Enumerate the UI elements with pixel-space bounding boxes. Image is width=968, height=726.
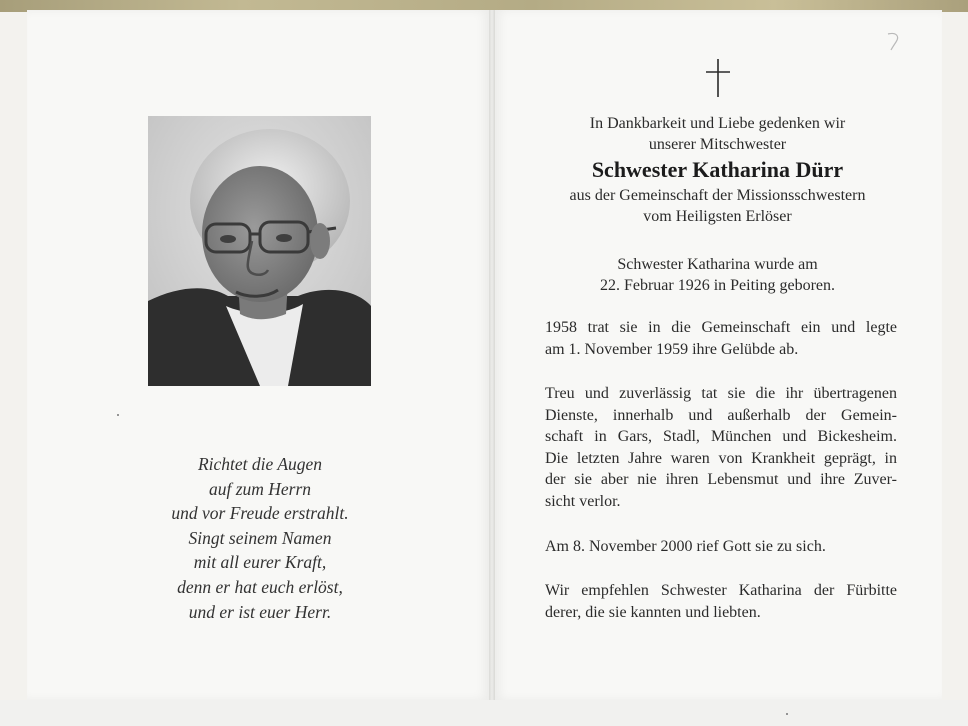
card-fold — [489, 10, 495, 700]
service-paragraph — [545, 383, 897, 513]
paragraph-line: am 1. November 1959 ihre Gelübde ab. — [545, 340, 799, 358]
community-line: aus der Gemeinschaft der Missionsschwestern — [569, 187, 866, 204]
portrait-photo-graphic — [148, 116, 371, 386]
poem-line: denn er hat euch erlöst, — [177, 576, 343, 597]
vows-paragraph — [545, 317, 897, 360]
closing-paragraph — [545, 580, 897, 623]
poem-line: und vor Freude erstrahlt. — [171, 503, 349, 524]
poem-line: mit all eurer Kraft, — [193, 552, 327, 573]
poem-line: Richtet die Augen — [197, 454, 323, 474]
poem — [135, 452, 385, 624]
cross-icon — [703, 57, 733, 99]
bottom-margin — [0, 700, 968, 726]
paragraph-line: derer, die sie kannten und liebten. — [545, 603, 761, 621]
paragraph-line: 1958 trat sie in die Gemeinschaft ein und legte — [545, 319, 897, 336]
intro-line: unserer Mitschwester — [648, 136, 787, 153]
birth-line: 22. Februar 1926 in Peiting geboren. — [599, 277, 836, 294]
paragraph-line: sicht verlor. — [545, 492, 621, 510]
birth-line: Schwester Katharina wurde am — [617, 256, 818, 273]
paragraph-line: Dienste, innerhalb und außerhalb der Gemein- — [545, 406, 897, 424]
paragraph-line: Am 8. November 2000 rief Gott sie zu sich. — [545, 538, 826, 555]
paragraph-line: Wir empfehlen Schwester Katharina der Fürbitte — [545, 582, 897, 599]
paper-speck — [786, 713, 788, 715]
pencil-mark — [884, 30, 902, 52]
poem-line: Singt seinem Namen — [188, 527, 332, 548]
birth-statement — [540, 254, 895, 296]
intro-line: In Dankbarkeit und Liebe gedenken wir — [589, 115, 846, 132]
community-line: vom Heiligsten Erlöser — [643, 208, 792, 225]
paragraph-line: der sie aber nie ihren Lebensmut und ihre Zuver- — [545, 471, 897, 489]
portrait-photo — [148, 116, 371, 386]
paragraph-line: schaft in Gars, Stadl, München und Bickesheim. — [545, 428, 897, 446]
dedication-header — [540, 113, 895, 227]
paragraph-line: Die letzten Jahre waren von Krankheit geprägt, in — [545, 449, 897, 467]
paper-speck — [117, 414, 119, 416]
paragraph-line: Treu und zuverlässig tat sie die ihr übertragenen — [545, 385, 897, 402]
poem-line: und er ist euer Herr. — [188, 601, 332, 622]
deceased-name: Schwester Katharina Dürr — [591, 157, 844, 182]
poem-line: auf zum Herrn — [208, 478, 312, 499]
death-paragraph — [545, 536, 897, 558]
